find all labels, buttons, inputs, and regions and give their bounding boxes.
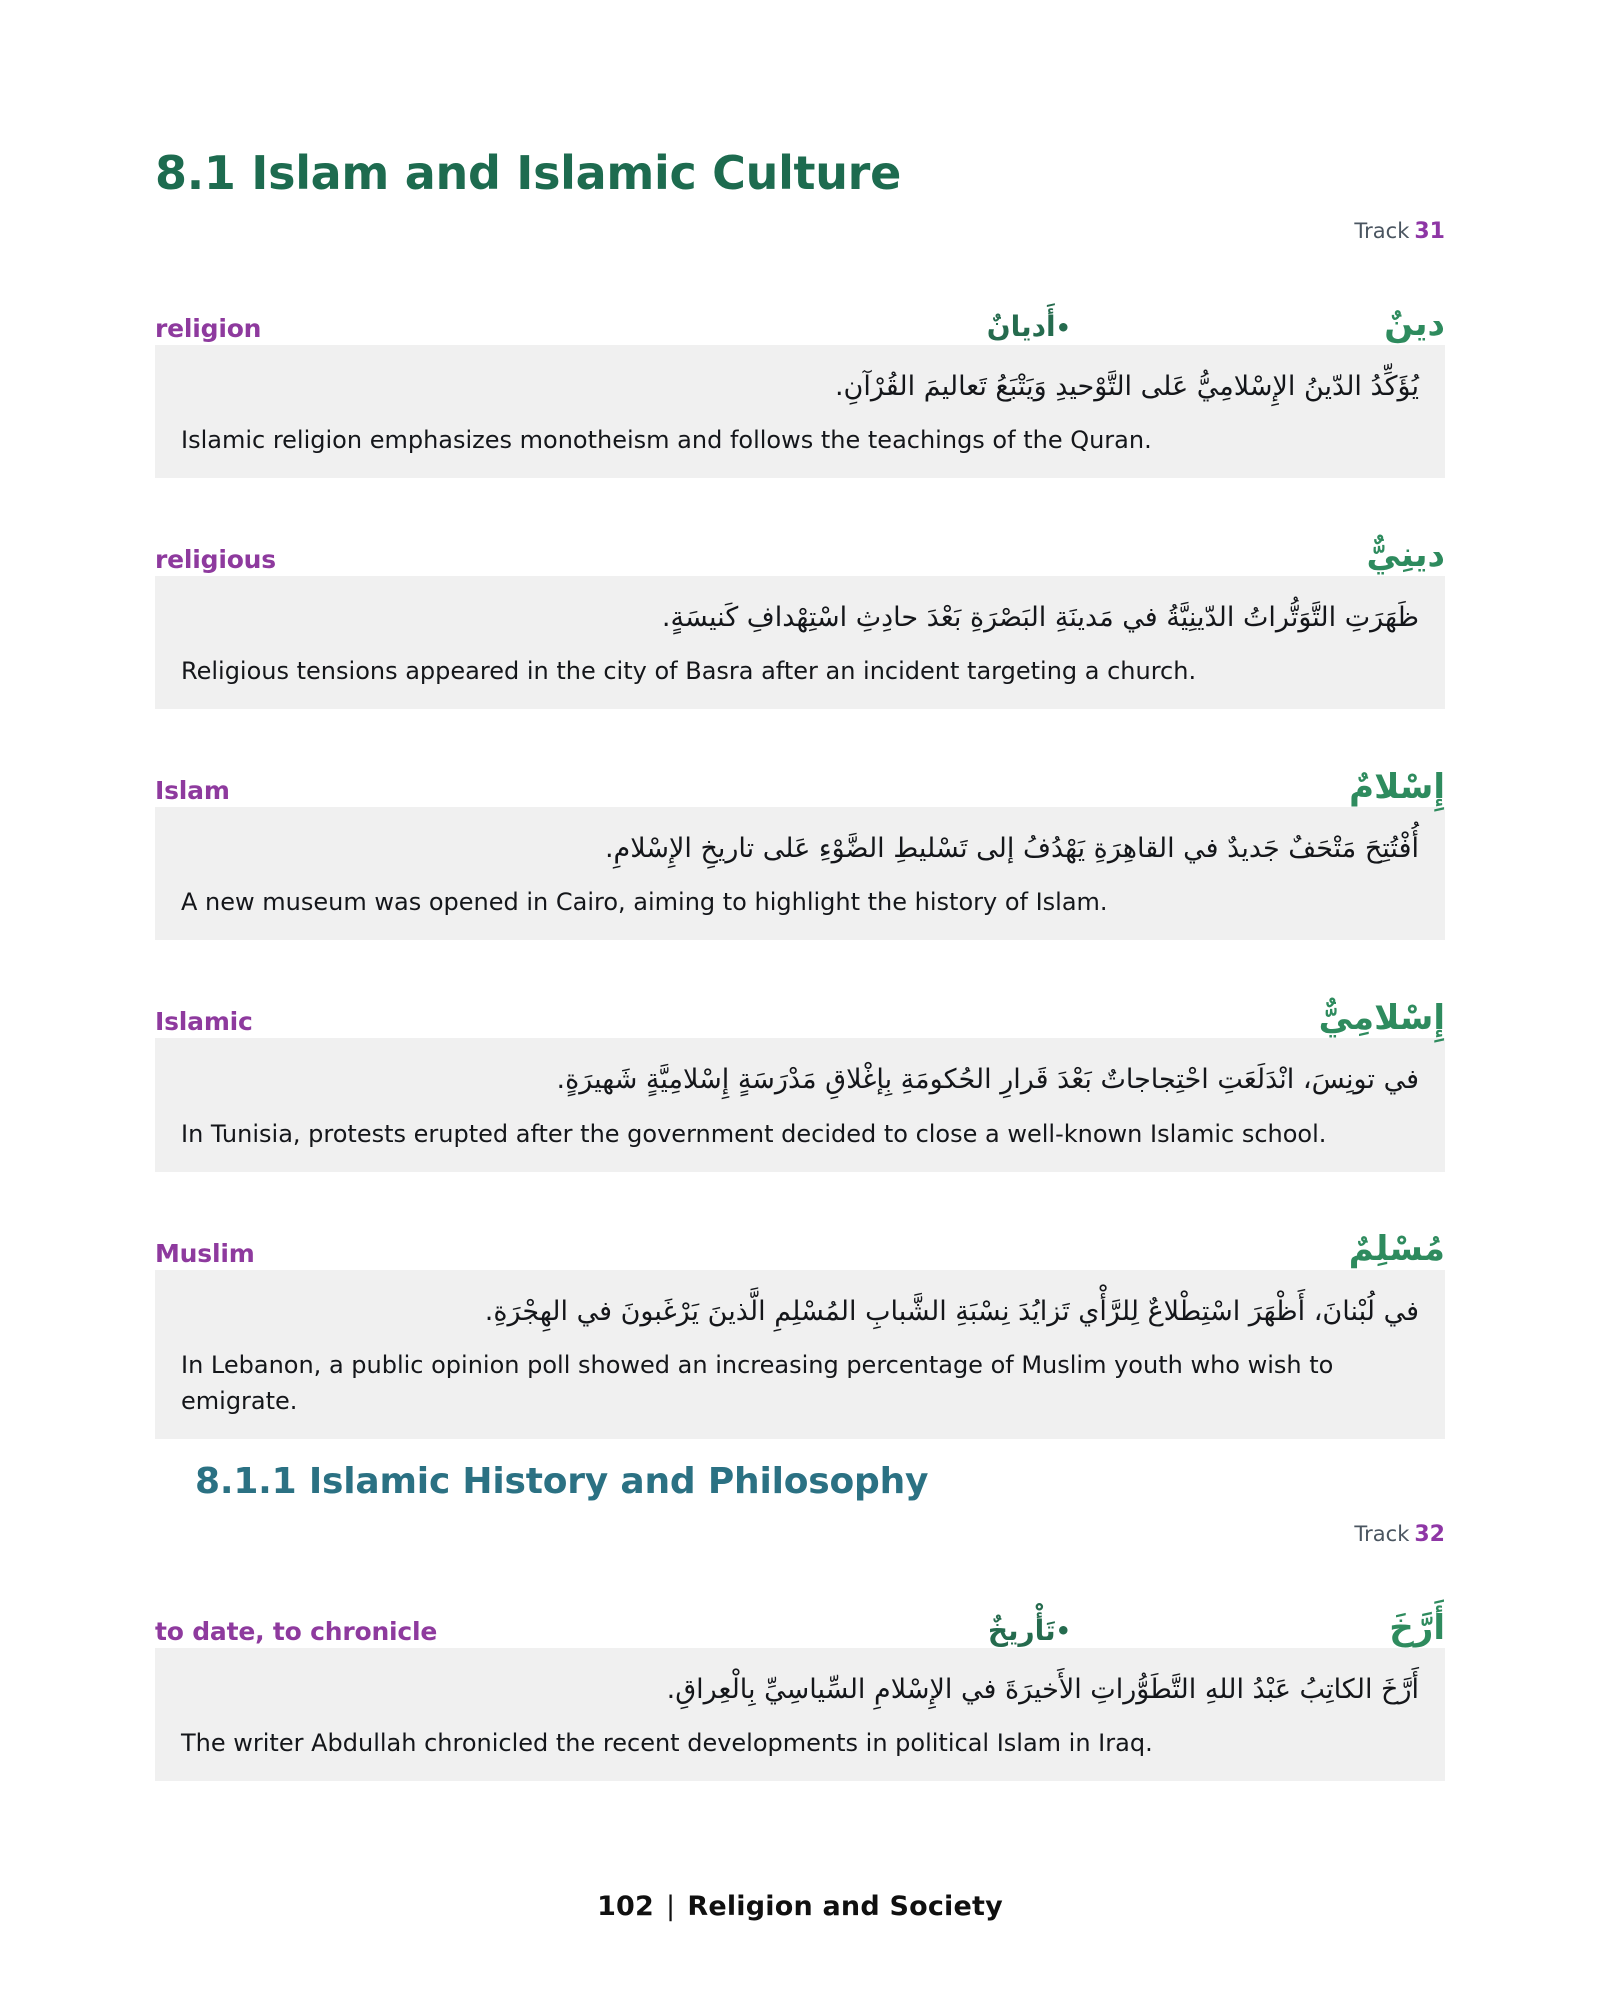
track-number: 31 [1414,218,1445,244]
entry-gloss: religious [155,544,276,574]
example-box [155,1270,1445,1439]
track-label: Track [1354,218,1410,243]
vocab-entry [155,522,1445,709]
example-english: The writer Abdullah chronicled the recent developments in political Islam in Iraq. [181,1729,1153,1758]
example-arabic: أَرَّخَ الكاتِبُ عَبْدُ اللهِ التَّطَوُّراتِ الأَخيرَةَ في الإِسْلامِ السِّياسِيِّ بِالْعِراقِ. [666,1674,1419,1706]
footer-chapter-title: Religion and Society [687,1891,1003,1922]
bullet-icon: • [1055,1617,1071,1646]
entry-headword: أَرَّخَ [1389,1607,1445,1648]
example-english: In Lebanon, a public opinion poll showed an increasing percentage of Muslim youth who wish to emigrate. [181,1350,1334,1415]
vocab-entry [155,984,1445,1171]
entry-gloss: Muslim [155,1238,255,1268]
example-box [155,807,1445,940]
entry-header [155,522,1445,576]
example-arabic: في تونِسَ، انْدَلَعَتِ احْتِجاجاتٌ بَعْدَ قَرارِ الحُكومَةِ بِإغْلاقِ مَدْرَسَةٍ إِسْلامِيَّةٍ شَهيرَةٍ. [556,1064,1419,1096]
example-arabic: يُؤَكِّدُ الدّينُ الإِسْلامِيُّ عَلى التَّوْحيدِ وَيَتْبَعُ تَعاليمَ القُرْآنِ. [834,370,1419,402]
entry-headword: إِسْلامٌ [1349,766,1445,807]
entry-plural-text: أَديانٌ [986,310,1056,344]
example-arabic: في لُبْنانَ، أَظْهَرَ اسْتِطْلاعٌ لِلرَّأْي تَزايُدَ نِسْبَةِ الشَّبابِ المُسْلِمِ الَّذينَ يَرْغَبونَ في الهِجْرَةِ. [484,1295,1419,1327]
track-number: 32 [1414,1522,1445,1548]
entry-plural [988,1611,1085,1650]
example-english: A new museum was opened in Cairo, aiming to highlight the history of Islam. [181,888,1108,917]
footer-separator: | [666,1891,676,1922]
track-badge [155,218,1445,244]
track-badge [155,1524,1445,1546]
example-box [155,1648,1445,1781]
entry-gloss: Islam [155,776,230,806]
entry-header [155,291,1445,345]
example-english: Islamic religion emphasizes monotheism and follows the teachings of the Quran. [181,425,1152,454]
entry-header [155,984,1445,1038]
vocab-entry [155,1216,1445,1439]
vocab-entry [155,753,1445,940]
page-title: 8.1 Islam and Islamic Culture [155,146,901,200]
entry-plural [987,307,1085,346]
entry-headword: دينِيٌّ [1366,535,1445,576]
vocab-entry [155,291,1445,478]
entry-header [155,753,1445,807]
example-box [155,345,1445,478]
bullet-icon: • [1055,313,1071,342]
subsection-title: 8.1.1 Islamic History and Philosophy [195,1460,929,1502]
entry-header [155,1594,1445,1648]
footer-page-number: 102 [597,1891,655,1922]
entry-headword: دينٌ [1384,304,1445,344]
example-arabic: أُفْتُتِحَ مَتْحَفٌ جَديدٌ في القاهِرَةِ يَهْدُفُ إلى تَسْليطِ الضَّوْءِ عَلى تاريخِ الإِسْلامِ. [604,833,1419,865]
example-box [155,1038,1445,1171]
entry-headword: إِسْلامِيٌّ [1318,997,1445,1038]
entry-gloss: Islamic [155,1007,253,1037]
entry-gloss: religion [155,313,262,343]
example-english: In Tunisia, protests erupted after the government decided to close a well-known Islamic school. [181,1119,1327,1148]
vocab-entry [155,1594,1445,1781]
entry-plural-text: تَأْريخٌ [987,1614,1056,1648]
example-arabic: ظَهَرَتِ التَّوَتُّراتُ الدّينِيَّةُ في مَدينَةِ البَصْرَةِ بَعْدَ حادِثِ اسْتِهْدافِ كَنيسَةٍ. [661,601,1419,633]
entry-gloss: to date, to chronicle [155,1617,438,1647]
entry-headword: مُسْلِمٌ [1348,1229,1445,1269]
entry-header [155,1216,1445,1270]
example-english: Religious tensions appeared in the city of Basra after an incident targeting a church. [181,657,1197,686]
track-label: Track [1354,1522,1410,1547]
page-footer [0,1891,1600,1922]
example-box [155,576,1445,709]
